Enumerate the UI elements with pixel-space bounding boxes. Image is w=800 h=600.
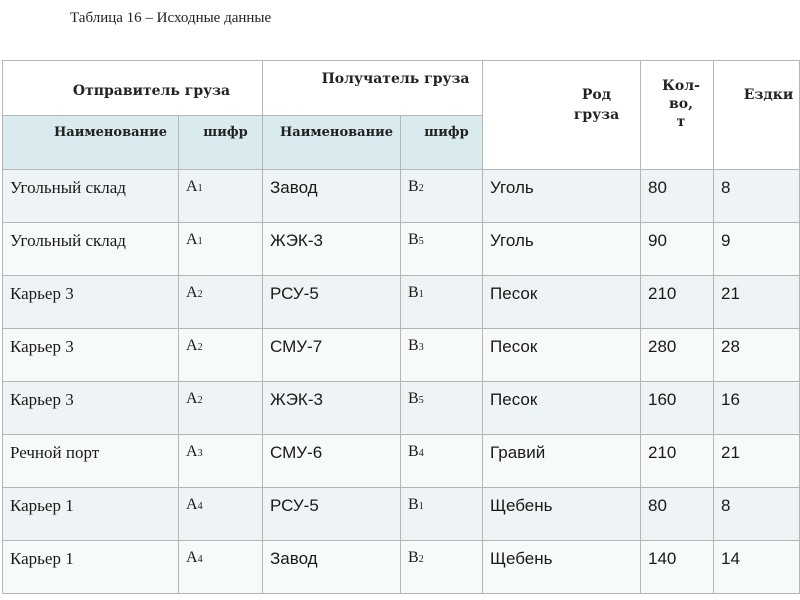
header-trips xyxy=(714,61,800,170)
cell-sender: Угольный склад xyxy=(3,170,179,223)
header-sender xyxy=(3,61,263,116)
cell-receiver-code: В2 xyxy=(401,541,483,594)
cell-sender-code: А2 xyxy=(179,329,263,382)
cell-sender: Карьер 3 xyxy=(3,329,179,382)
subheader-receiver-name: Наименование xyxy=(263,116,401,170)
header-sender-label: Отправитель груза xyxy=(72,83,231,99)
cell-trips: 21 xyxy=(714,276,800,329)
cell-receiver: ЖЭК-3 xyxy=(263,382,401,435)
cell-sender: Речной порт xyxy=(3,435,179,488)
header-receiver-label: Получатель груза xyxy=(321,71,470,87)
table-body xyxy=(3,170,800,594)
cell-cargo: Песок xyxy=(483,329,641,382)
cell-sender: Карьер 1 xyxy=(3,541,179,594)
cell-sender-code: А2 xyxy=(179,276,263,329)
table-row xyxy=(3,329,800,382)
cell-cargo: Щебень xyxy=(483,488,641,541)
cell-receiver: Завод xyxy=(263,541,401,594)
table-row xyxy=(3,382,800,435)
cell-cargo: Песок xyxy=(483,382,641,435)
cell-qty: 210 xyxy=(641,435,714,488)
table-caption: Таблица 16 – Исходные данные xyxy=(70,10,272,26)
table-row xyxy=(3,541,800,594)
cell-trips: 8 xyxy=(714,488,800,541)
cell-qty: 280 xyxy=(641,329,714,382)
cell-cargo: Песок xyxy=(483,276,641,329)
header-qty xyxy=(641,61,714,170)
cell-receiver-code: В2 xyxy=(401,170,483,223)
cell-receiver-code: В4 xyxy=(401,435,483,488)
cell-cargo: Щебень xyxy=(483,541,641,594)
cell-receiver: РСУ-5 xyxy=(263,488,401,541)
header-qty-line1: Кол- xyxy=(662,78,700,94)
cell-cargo: Уголь xyxy=(483,223,641,276)
table-row xyxy=(3,488,800,541)
cell-receiver-code: В1 xyxy=(401,488,483,541)
cell-trips: 8 xyxy=(714,170,800,223)
cell-qty: 210 xyxy=(641,276,714,329)
subheader-sender-code: шифр xyxy=(179,116,263,170)
cell-trips: 21 xyxy=(714,435,800,488)
header-receiver xyxy=(263,61,483,116)
header-trips-label: Ездки xyxy=(743,87,794,103)
cell-receiver-code: В5 xyxy=(401,382,483,435)
header-cargo-type xyxy=(483,61,641,170)
cell-sender-code: А4 xyxy=(179,541,263,594)
cell-receiver: ЖЭК-3 xyxy=(263,223,401,276)
cell-sender-code: А3 xyxy=(179,435,263,488)
cell-sender: Карьер 1 xyxy=(3,488,179,541)
cell-qty: 90 xyxy=(641,223,714,276)
cell-receiver: РСУ-5 xyxy=(263,276,401,329)
cell-trips: 14 xyxy=(714,541,800,594)
cell-sender: Карьер 3 xyxy=(3,276,179,329)
cell-sender-code: А2 xyxy=(179,382,263,435)
cell-trips: 16 xyxy=(714,382,800,435)
cell-sender-code: А4 xyxy=(179,488,263,541)
cell-receiver: СМУ-6 xyxy=(263,435,401,488)
table-row xyxy=(3,170,800,223)
cell-sender: Угольный склад xyxy=(3,223,179,276)
cell-qty: 80 xyxy=(641,488,714,541)
header-cargo-type-line2: груза xyxy=(573,107,620,123)
cell-receiver: СМУ-7 xyxy=(263,329,401,382)
cell-receiver-code: В5 xyxy=(401,223,483,276)
cell-sender: Карьер 3 xyxy=(3,382,179,435)
cell-qty: 160 xyxy=(641,382,714,435)
cell-qty: 140 xyxy=(641,541,714,594)
cell-receiver-code: В3 xyxy=(401,329,483,382)
cell-receiver: Завод xyxy=(263,170,401,223)
source-data-table xyxy=(2,60,800,594)
cell-sender-code: А1 xyxy=(179,170,263,223)
subheader-sender-name: Наименование xyxy=(3,116,179,170)
subheader-receiver-code: шифр xyxy=(401,116,483,170)
table-row xyxy=(3,223,800,276)
cell-cargo: Уголь xyxy=(483,170,641,223)
header-cargo-type-line1: Род xyxy=(581,87,612,103)
table-row xyxy=(3,276,800,329)
cell-qty: 80 xyxy=(641,170,714,223)
cell-trips: 28 xyxy=(714,329,800,382)
header-qty-line3: т xyxy=(676,114,686,130)
table-row xyxy=(3,435,800,488)
cell-cargo: Гравий xyxy=(483,435,641,488)
header-qty-line2: во, xyxy=(669,96,693,112)
cell-trips: 9 xyxy=(714,223,800,276)
cell-sender-code: А1 xyxy=(179,223,263,276)
cell-receiver-code: В1 xyxy=(401,276,483,329)
